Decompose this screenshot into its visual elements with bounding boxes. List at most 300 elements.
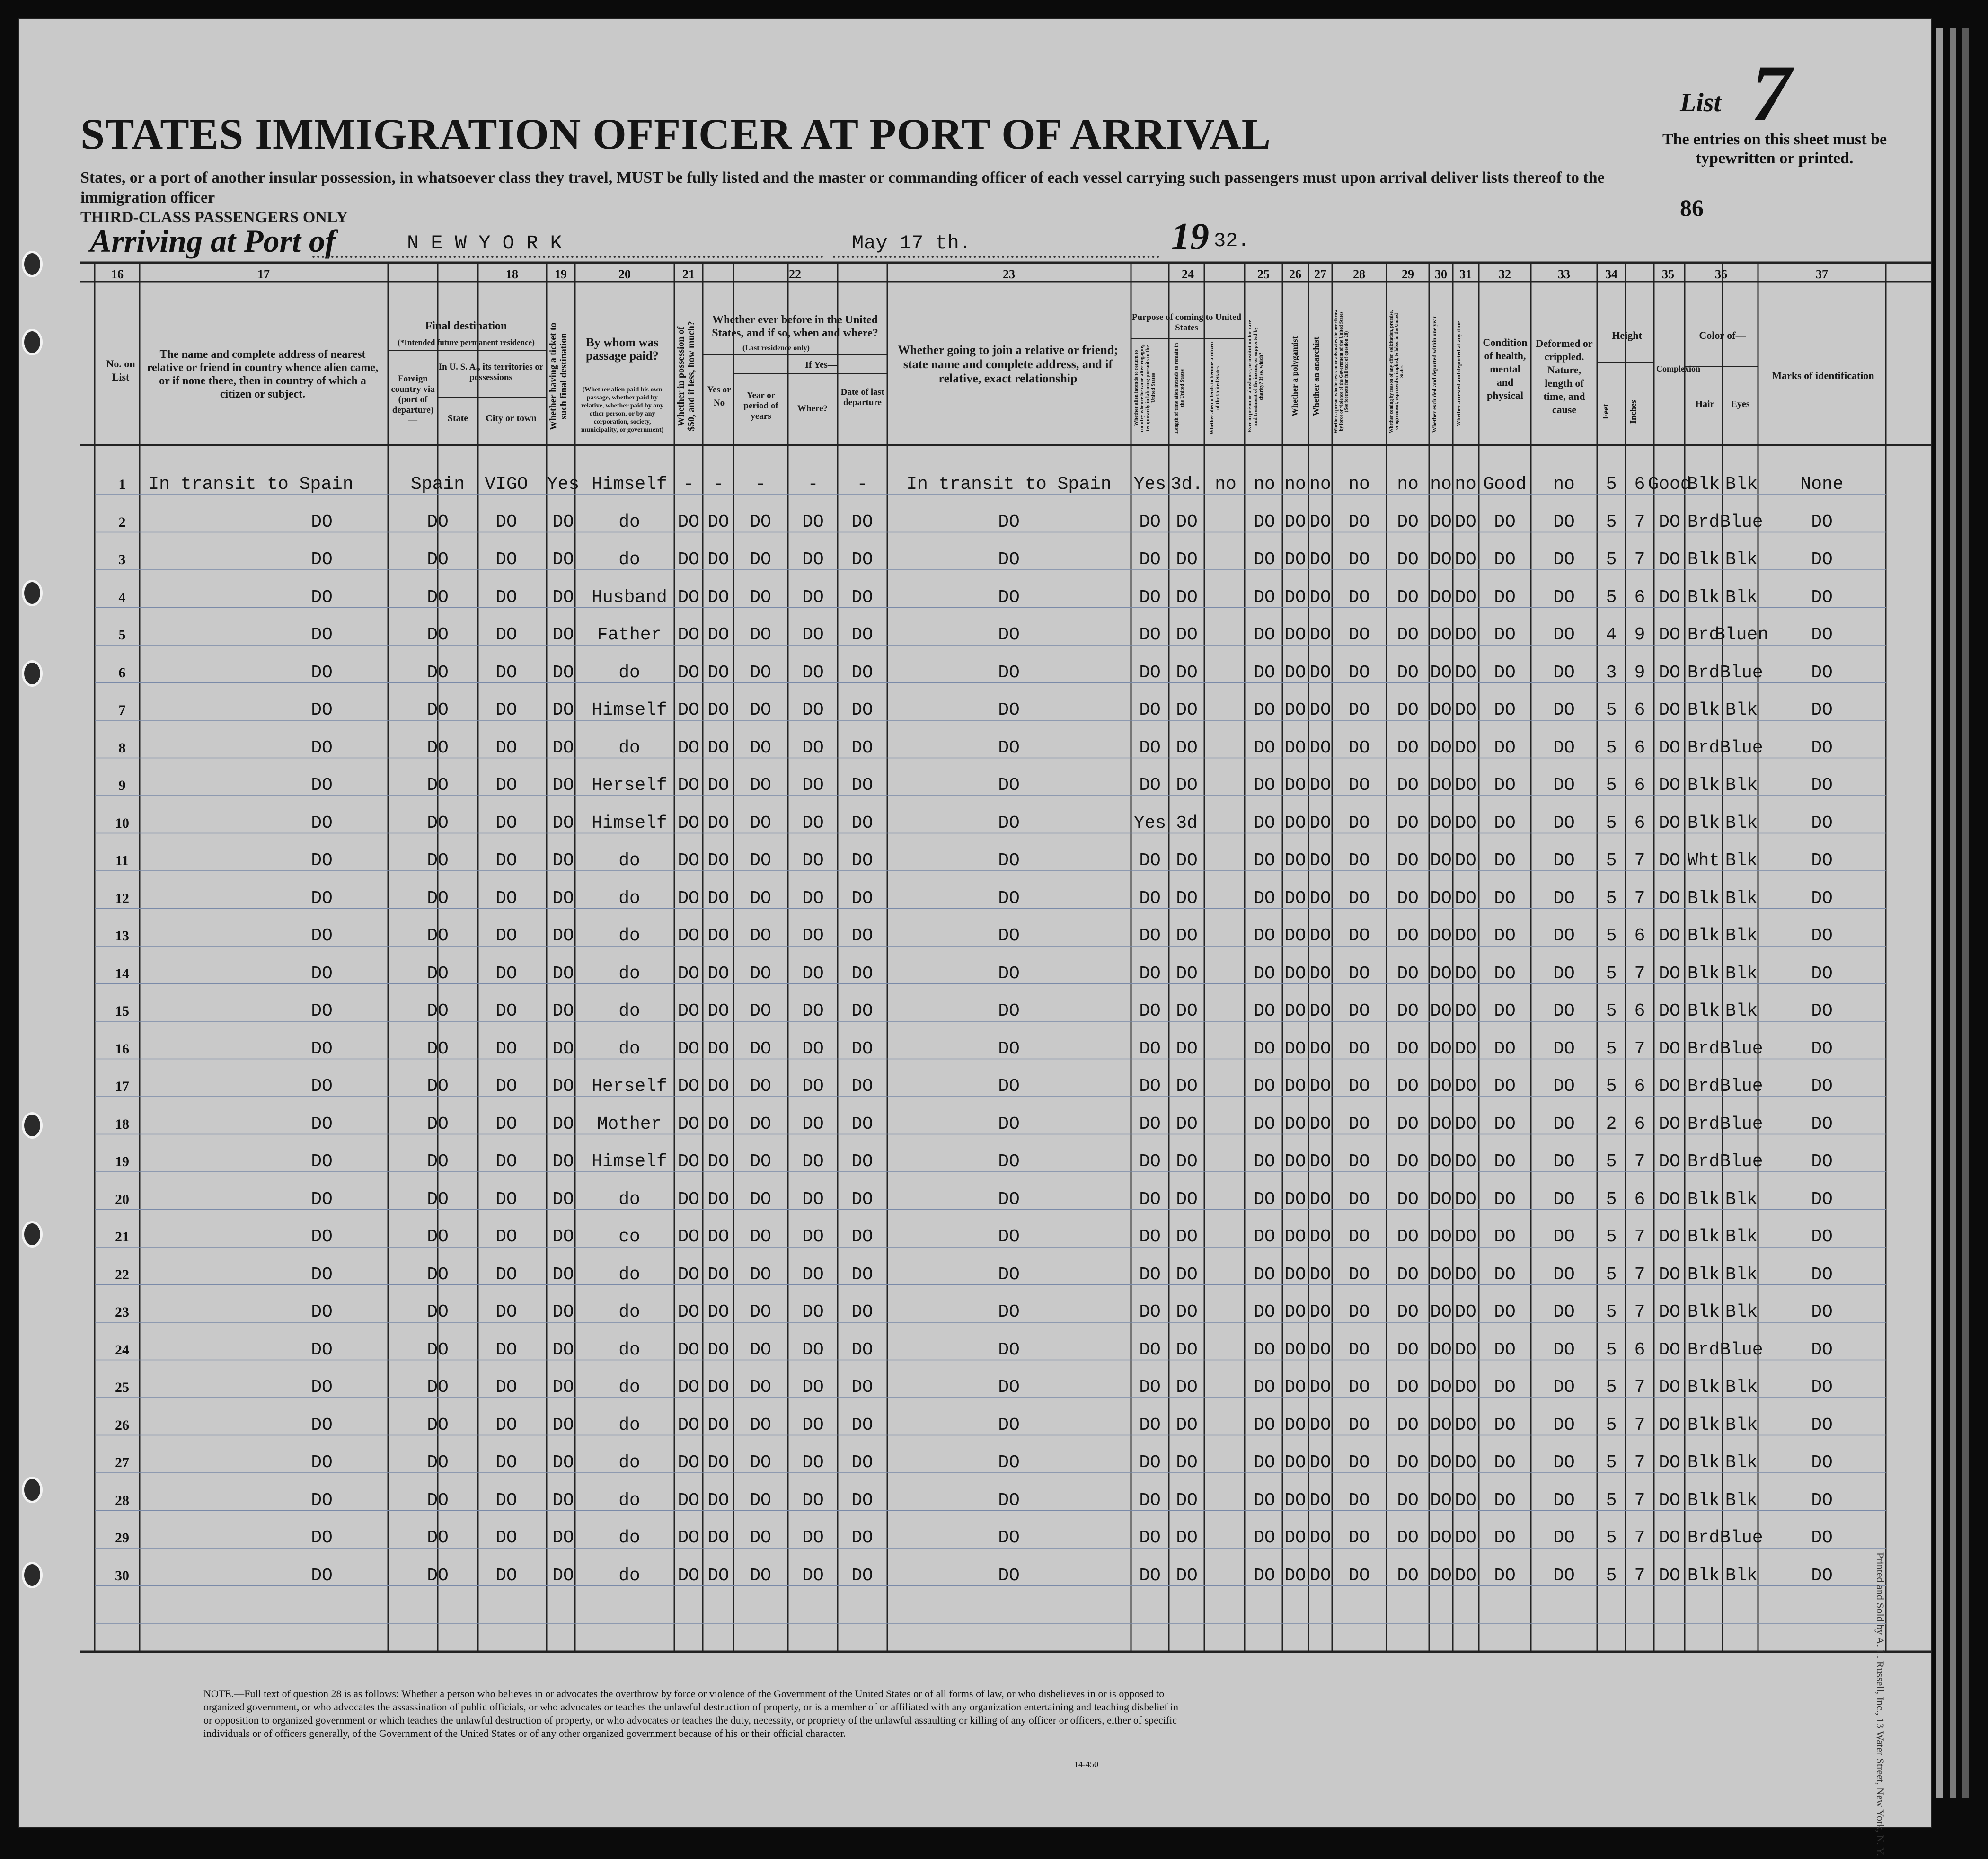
table-cell: DO: [1430, 549, 1452, 570]
table-cell: 7: [1634, 1490, 1645, 1511]
table-cell: DO: [1309, 512, 1331, 532]
table-cell: Good: [1648, 474, 1691, 495]
table-cell: DO: [1176, 662, 1198, 683]
table-cell: DO: [427, 1114, 449, 1134]
table-cell: DO: [707, 1076, 729, 1097]
table-cell: DO: [311, 1490, 333, 1511]
table-cell: DO: [998, 1227, 1020, 1247]
table-cell: DO: [1553, 512, 1575, 532]
table-cell: DO: [707, 1490, 729, 1511]
table-cell: DO: [1553, 1452, 1575, 1473]
table-cell: DO: [998, 1415, 1020, 1435]
table-cell: DO: [311, 549, 333, 570]
table-cell: do: [618, 1565, 640, 1586]
table-cell: DO: [1397, 587, 1419, 608]
table-cell: DO: [707, 850, 729, 871]
header-relative-address: The name and complete address of nearest relative or friend in country whence alien came, or if none there, then in country of which a citizen or subject.: [147, 348, 379, 400]
table-cell: DO: [1139, 775, 1161, 796]
table-cell: DO: [1284, 1001, 1306, 1021]
table-cell: DO: [1254, 1377, 1275, 1398]
table-cell: DO: [1494, 662, 1516, 683]
table-cell: Mother: [597, 1114, 662, 1134]
table-cell: do: [618, 926, 640, 946]
table-cell: DO: [1430, 1377, 1452, 1398]
table-cell: DO: [1284, 1565, 1306, 1586]
table-cell: DO: [1553, 1565, 1575, 1586]
table-cell: DO: [1254, 850, 1275, 871]
table-cell: DO: [1254, 1151, 1275, 1172]
table-cell: 5: [1606, 474, 1617, 495]
table-cell: Himself: [592, 813, 667, 833]
column-number: 37: [1816, 267, 1828, 281]
header-yes-no: Yes or No: [707, 385, 731, 408]
table-cell: Blue: [1720, 662, 1763, 683]
header-passage-paid: By whom was passage paid?: [586, 336, 659, 363]
table-cell: DO: [1397, 1264, 1419, 1285]
table-cell: DO: [998, 1490, 1020, 1511]
table-cell: DO: [1309, 700, 1331, 720]
header-excluded: Whether excluded and deported within one year: [1431, 315, 1438, 433]
table-cell: DO: [1455, 625, 1476, 645]
table-cell: DO: [1139, 1076, 1161, 1097]
row-number: 30: [115, 1567, 129, 1584]
table-cell: DO: [311, 888, 333, 909]
table-cell: DO: [707, 1001, 729, 1021]
table-cell: 6: [1634, 737, 1645, 758]
table-cell: Herself: [592, 1076, 667, 1097]
table-cell: DO: [1254, 1264, 1275, 1285]
table-cell: DO: [1254, 1114, 1275, 1134]
table-cell: Himself: [592, 700, 667, 720]
table-cell: DO: [1348, 1377, 1370, 1398]
table-cell: DO: [851, 1565, 873, 1586]
row-number: 9: [118, 778, 126, 793]
table-cell: DO: [1397, 1189, 1419, 1210]
table-cell: DO: [1811, 1264, 1833, 1285]
table-cell: DO: [1494, 1339, 1516, 1360]
table-cell: DO: [552, 587, 574, 608]
table-cell: DO: [1176, 1528, 1198, 1548]
table-cell: Brd: [1687, 662, 1720, 683]
table-cell: DO: [851, 587, 873, 608]
table-cell: DO: [1309, 662, 1331, 683]
table-cell: DO: [851, 662, 873, 683]
table-cell: DO: [1553, 587, 1575, 608]
table-cell: DO: [427, 1001, 449, 1021]
table-cell: DO: [998, 1565, 1020, 1586]
table-cell: DO: [851, 1490, 873, 1511]
table-cell: DO: [1659, 888, 1680, 909]
table-cell: DO: [1811, 1565, 1833, 1586]
table-cell: DO: [1430, 1151, 1452, 1172]
table-cell: DO: [311, 850, 333, 871]
table-cell: DO: [678, 1528, 699, 1548]
table-cell: DO: [1811, 1189, 1833, 1210]
table-cell: DO: [311, 700, 333, 720]
table-cell: 7: [1634, 1377, 1645, 1398]
table-cell: DO: [1397, 1227, 1419, 1247]
table-cell: DO: [1455, 662, 1476, 683]
table-cell: DO: [427, 1302, 449, 1322]
table-cell: DO: [552, 1189, 574, 1210]
table-cell: DO: [1494, 700, 1516, 720]
column-number: 27: [1314, 267, 1326, 281]
table-cell: DO: [311, 1189, 333, 1210]
table-cell: DO: [1494, 549, 1516, 570]
binder-hole: [22, 329, 43, 355]
column-number: 18: [506, 267, 518, 281]
row-number: 18: [115, 1116, 129, 1132]
table-cell: DO: [1254, 700, 1275, 720]
table-cell: DO: [678, 549, 699, 570]
table-cell: DO: [1553, 1114, 1575, 1134]
table-cell: DO: [1176, 1001, 1198, 1021]
table-cell: DO: [1397, 512, 1419, 532]
table-cell: DO: [1176, 963, 1198, 984]
table-cell: DO: [1430, 587, 1452, 608]
table-cell: DO: [1494, 1452, 1516, 1473]
table-cell: DO: [1254, 549, 1275, 570]
table-cell: DO: [851, 1076, 873, 1097]
table-cell: Blk: [1687, 1264, 1720, 1285]
table-cell: DO: [851, 737, 873, 758]
table-cell: DO: [1284, 963, 1306, 984]
table-cell: DO: [1455, 813, 1476, 833]
table-cell: DO: [1284, 1452, 1306, 1473]
table-cell: DO: [311, 1114, 333, 1134]
table-cell: DO: [998, 512, 1020, 532]
table-cell: Bluen: [1714, 625, 1769, 645]
table-cell: Brd: [1687, 512, 1720, 532]
table-cell: DO: [427, 1339, 449, 1360]
column-number: 26: [1289, 267, 1301, 281]
table-cell: no: [1309, 474, 1331, 495]
table-cell: Blk: [1725, 587, 1758, 608]
table-cell: 7: [1634, 1151, 1645, 1172]
table-cell: Blk: [1725, 1001, 1758, 1021]
table-cell: DO: [1397, 1490, 1419, 1511]
table-cell: Yes: [1133, 813, 1166, 833]
table-cell: do: [618, 1490, 640, 1511]
table-cell: DO: [678, 1114, 699, 1134]
table-cell: DO: [707, 1038, 729, 1059]
table-cell: DO: [1811, 1151, 1833, 1172]
table-cell: -: [857, 474, 868, 495]
row-number: 17: [115, 1079, 129, 1094]
table-cell: Blk: [1725, 1415, 1758, 1435]
table-cell: DO: [1348, 1339, 1370, 1360]
table-cell: DO: [1139, 587, 1161, 608]
table-cell: DO: [1348, 1490, 1370, 1511]
table-cell: DO: [802, 963, 824, 984]
table-cell: 5: [1606, 775, 1617, 796]
table-cell: 6: [1634, 700, 1645, 720]
table-cell: DO: [427, 1452, 449, 1473]
table-cell: DO: [707, 926, 729, 946]
table-cell: DO: [1553, 1415, 1575, 1435]
table-cell: DO: [1309, 1227, 1331, 1247]
table-cell: DO: [1553, 813, 1575, 833]
table-cell: DO: [1309, 1076, 1331, 1097]
table-cell: DO: [495, 1528, 517, 1548]
header-complexion: Complexion: [1656, 364, 1701, 373]
table-cell: -: [807, 474, 819, 495]
table-cell: DO: [1254, 1001, 1275, 1021]
table-cell: DO: [750, 926, 771, 946]
table-cell: 3: [1606, 662, 1617, 683]
table-cell: co: [618, 1227, 640, 1247]
table-cell: Himself: [592, 1151, 667, 1172]
row-number: 7: [118, 702, 126, 718]
table-cell: DO: [1284, 1490, 1306, 1511]
table-cell: DO: [1254, 1189, 1275, 1210]
table-cell: DO: [1659, 1151, 1680, 1172]
table-cell: DO: [552, 926, 574, 946]
table-cell: Blue: [1720, 1151, 1763, 1172]
table-cell: 5: [1606, 1038, 1617, 1059]
table-cell: DO: [1284, 1076, 1306, 1097]
table-cell: DO: [1254, 662, 1275, 683]
table-cell: 7: [1634, 1415, 1645, 1435]
table-cell: DO: [1176, 1565, 1198, 1586]
table-cell: DO: [311, 737, 333, 758]
table-cell: DO: [1397, 737, 1419, 758]
footnote-question-28: NOTE.—Full text of question 28 is as follows: Whether a person who believes in or advocates the overthrow by force or violence of the Government of the United States or of all forms of law, or who disbelieves in or is opposed to organized government, or who advocates the assassination of public officials, or who advocates or teaches the unlawful destruction of property, or is a member of or affiliated with any organization entertaining and teaching disbelief in or opposition to organized government or which teaches the unlawful destruction of property, or who advocates or teaches the duty, necessity, or propriety of the unlawful assaulting or killing of any officer or officers, either of specific individuals or of officers generally, of the Government of the United States or of any other organized government because of his or their official character.: [203, 1688, 1179, 1739]
table-cell: DO: [707, 775, 729, 796]
table-cell: DO: [1309, 813, 1331, 833]
table-cell: DO: [1139, 1490, 1161, 1511]
table-cell: DO: [1811, 700, 1833, 720]
table-cell: DO: [1284, 1528, 1306, 1548]
table-cell: DO: [1139, 1302, 1161, 1322]
table-cell: DO: [552, 1377, 574, 1398]
table-cell: DO: [802, 1452, 824, 1473]
table-cell: DO: [552, 700, 574, 720]
table-cell: 5: [1606, 1415, 1617, 1435]
table-cell: DO: [1284, 775, 1306, 796]
table-cell: DO: [707, 1302, 729, 1322]
table-cell: DO: [427, 963, 449, 984]
table-cell: DO: [1811, 1076, 1833, 1097]
table-cell: DO: [495, 1452, 517, 1473]
table-cell: DO: [1430, 1528, 1452, 1548]
table-cell: Himself: [592, 474, 667, 495]
table-cell: DO: [1455, 926, 1476, 946]
table-cell: DO: [750, 662, 771, 683]
table-cell: DO: [1348, 1001, 1370, 1021]
table-cell: DO: [707, 1452, 729, 1473]
table-cell: DO: [552, 1528, 574, 1548]
table-cell: DO: [802, 700, 824, 720]
list-label: List: [1680, 88, 1722, 117]
table-cell: DO: [1494, 813, 1516, 833]
table-cell: DO: [1455, 587, 1476, 608]
table-cell: DO: [851, 549, 873, 570]
table-cell: DO: [1284, 1151, 1306, 1172]
table-cell: no: [1284, 474, 1306, 495]
table-cell: DO: [1455, 1227, 1476, 1247]
table-cell: DO: [851, 813, 873, 833]
table-cell: DO: [678, 1565, 699, 1586]
table-cell: DO: [1139, 963, 1161, 984]
table-cell: DO: [851, 1302, 873, 1322]
table-cell: In transit to Spain: [148, 474, 353, 495]
table-cell: Blue: [1720, 1076, 1763, 1097]
table-cell: DO: [707, 662, 729, 683]
table-cell: DO: [1430, 662, 1452, 683]
table-cell: DO: [1430, 1339, 1452, 1360]
table-cell: Blk: [1687, 1490, 1720, 1511]
table-cell: DO: [1309, 549, 1331, 570]
port-line: [312, 227, 823, 258]
table-cell: DO: [1811, 587, 1833, 608]
table-cell: DO: [998, 926, 1020, 946]
year-suffix: 32.: [1214, 230, 1250, 252]
table-cell: DO: [1494, 963, 1516, 984]
table-cell: DO: [1455, 1565, 1476, 1586]
table-cell: DO: [1139, 1038, 1161, 1059]
table-cell: 7: [1634, 1565, 1645, 1586]
table-cell: DO: [1494, 775, 1516, 796]
row-number: 11: [115, 853, 129, 868]
table-cell: DO: [1176, 850, 1198, 871]
table-cell: Blk: [1725, 850, 1758, 871]
table-cell: DO: [1176, 1377, 1198, 1398]
header-final-destination: Final destination: [425, 320, 507, 332]
row-number: 5: [118, 627, 126, 643]
column-number: 23: [1003, 267, 1015, 281]
table-cell: DO: [495, 1565, 517, 1586]
table-cell: DO: [707, 512, 729, 532]
table-cell: DO: [1494, 1038, 1516, 1059]
table-cell: DO: [1397, 1001, 1419, 1021]
table-cell: DO: [495, 1339, 517, 1360]
table-cell: DO: [750, 1114, 771, 1134]
table-cell: Blk: [1687, 1565, 1720, 1586]
column-number: 30: [1435, 267, 1447, 281]
table-cell: DO: [1397, 1377, 1419, 1398]
table-cell: In transit to Spain: [906, 474, 1112, 495]
table-cell: DO: [1348, 1076, 1370, 1097]
table-cell: no: [1397, 474, 1419, 495]
table-cell: DO: [495, 1377, 517, 1398]
table-cell: DO: [1659, 700, 1680, 720]
table-cell: DO: [495, 1302, 517, 1322]
table-cell: DO: [427, 1565, 449, 1586]
year-prefix: 19: [1171, 216, 1209, 257]
table-cell: DO: [802, 1377, 824, 1398]
table-cell: DO: [802, 1227, 824, 1247]
table-cell: Wht: [1687, 850, 1720, 871]
table-cell: DO: [311, 1452, 333, 1473]
table-cell: DO: [678, 662, 699, 683]
table-cell: DO: [1494, 1490, 1516, 1511]
table-cell: DO: [707, 963, 729, 984]
table-cell: DO: [1659, 1001, 1680, 1021]
table-cell: DO: [1284, 549, 1306, 570]
table-cell: DO: [1494, 850, 1516, 871]
table-cell: Blk: [1725, 1302, 1758, 1322]
table-cell: 6: [1634, 587, 1645, 608]
table-cell: 5: [1606, 1227, 1617, 1247]
table-cell: DO: [1811, 1339, 1833, 1360]
table-cell: DO: [1309, 775, 1331, 796]
table-cell: DO: [678, 1377, 699, 1398]
table-cell: DO: [802, 737, 824, 758]
table-cell: DO: [1811, 662, 1833, 683]
table-cell: DO: [1494, 1227, 1516, 1247]
table-cell: DO: [552, 1114, 574, 1134]
header-year-period: Year or period of years: [743, 390, 778, 421]
table-cell: DO: [1139, 1114, 1161, 1134]
table-cell: DO: [495, 963, 517, 984]
table-cell: DO: [1139, 1339, 1161, 1360]
table-cell: DO: [707, 1114, 729, 1134]
table-cell: DO: [1430, 813, 1452, 833]
table-cell: DO: [1284, 1377, 1306, 1398]
table-cell: DO: [495, 700, 517, 720]
header-deported: Whether arrested and deported at any time: [1455, 321, 1462, 427]
table-cell: DO: [495, 1076, 517, 1097]
table-cell: DO: [495, 737, 517, 758]
table-cell: DO: [1348, 888, 1370, 909]
table-cell: DO: [998, 737, 1020, 758]
table-cell: DO: [1348, 1038, 1370, 1059]
table-cell: DO: [1659, 850, 1680, 871]
table-cell: DO: [1553, 888, 1575, 909]
table-cell: Brd: [1687, 737, 1720, 758]
table-cell: DO: [495, 850, 517, 871]
list-number: 7: [1751, 49, 1791, 138]
table-cell: DO: [851, 1528, 873, 1548]
table-cell: DO: [427, 888, 449, 909]
table-cell: DO: [1553, 1151, 1575, 1172]
table-cell: DO: [1254, 1227, 1275, 1247]
table-cell: DO: [311, 1302, 333, 1322]
table-cell: DO: [552, 512, 574, 532]
table-cell: DO: [427, 926, 449, 946]
table-cell: DO: [495, 1189, 517, 1210]
table-cell: Blk: [1725, 1189, 1758, 1210]
table-cell: 6: [1634, 1339, 1645, 1360]
table-cell: DO: [1139, 737, 1161, 758]
table-cell: DO: [1309, 587, 1331, 608]
table-cell: Blk: [1725, 813, 1758, 833]
table-cell: DO: [495, 813, 517, 833]
table-cell: DO: [1348, 963, 1370, 984]
table-cell: DO: [1309, 1001, 1331, 1021]
table-cell: DO: [750, 1490, 771, 1511]
table-cell: 7: [1634, 1302, 1645, 1322]
table-cell: DO: [1494, 1528, 1516, 1548]
table-cell: DO: [851, 1415, 873, 1435]
table-cell: DO: [1430, 1302, 1452, 1322]
table-cell: Blk: [1687, 1452, 1720, 1473]
table-cell: DO: [1455, 737, 1476, 758]
header-possession-50: Whether in possession of $50, and if less, how much?: [676, 321, 697, 432]
table-cell: DO: [1139, 1189, 1161, 1210]
table-cell: 5: [1606, 1151, 1617, 1172]
table-cell: DO: [1284, 1415, 1306, 1435]
table-cell: Blk: [1687, 474, 1720, 495]
table-cell: DO: [1455, 1038, 1476, 1059]
table-cell: 7: [1634, 512, 1645, 532]
table-cell: DO: [802, 1490, 824, 1511]
table-cell: Blk: [1725, 963, 1758, 984]
table-cell: do: [618, 888, 640, 909]
table-cell: DO: [1348, 662, 1370, 683]
table-cell: no: [1254, 474, 1275, 495]
